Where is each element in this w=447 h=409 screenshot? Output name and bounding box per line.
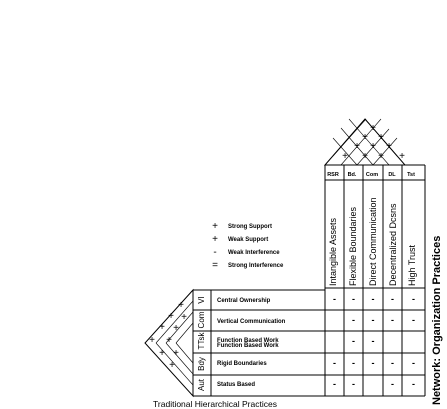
wall-mark: + (168, 311, 174, 322)
col-abbr-dl: DL (388, 172, 396, 178)
relationship-mark: - (352, 294, 355, 304)
relationship-mark: - (333, 379, 336, 389)
relationship-mark: - (352, 336, 355, 346)
relationship-mark: - (391, 358, 394, 368)
row-abbr-bdy: Bdy (197, 357, 206, 371)
network-title: Network: Organization Practices (431, 235, 443, 405)
relationship-mark: - (333, 294, 336, 304)
relationship-mark: - (371, 294, 375, 304)
roof-mark: + (354, 141, 360, 152)
legend-label-weak-support: Weak Support (228, 237, 269, 243)
row-label-vertical-communication: Vertical Communication (217, 319, 286, 325)
roof-mark: + (342, 151, 348, 162)
col-abbr-rsr: RSR (327, 172, 339, 178)
legend (212, 221, 284, 271)
relationship-mark: - (352, 379, 355, 389)
row-label-central-ownership: Central Ownership (217, 298, 271, 304)
col-label-intangible-assets: Intangible Assets (328, 217, 338, 286)
legend-symbol-weak-interference: - (213, 247, 217, 258)
wall-mark: + (181, 312, 187, 323)
relationship-mark: - (371, 358, 375, 368)
row-label-function-based-work: Function Based Work (217, 338, 279, 344)
wall-mark: + (149, 335, 155, 346)
row-label-rigid-boundaries: Rigid Boundaries (217, 361, 267, 367)
roof-mark: + (362, 132, 368, 143)
relationship-mark: - (412, 294, 415, 304)
traditional-title: Traditional Hierarchical Practices (153, 399, 277, 409)
row-abbr-vi: VI (197, 296, 206, 304)
relationship-mark: - (391, 315, 394, 325)
col-label-flexible-boundaries: Flexible Boundaries (348, 206, 358, 286)
traditional-wall (145, 290, 193, 396)
row-abbr-ttsk: TTsk (197, 332, 206, 350)
wall-mark: + (169, 360, 175, 371)
legend-symbol-weak-support: + (212, 234, 218, 245)
network-roof (325, 119, 405, 165)
legend-label-strong-support: Strong Support (228, 224, 272, 230)
roof-mark: + (386, 141, 392, 152)
relationship-mark: - (412, 379, 415, 389)
relationship-mark: - (412, 358, 415, 368)
legend-label-weak-interference: Weak Interference (228, 250, 280, 256)
relationship-mark: - (333, 358, 336, 368)
row-abbr-aut: Aut (197, 378, 206, 392)
column-labels (328, 197, 417, 286)
roof-mark: + (370, 123, 376, 134)
relationship-mark: - (412, 315, 415, 325)
relationship-mark: - (352, 315, 355, 325)
roof-mark: + (378, 151, 384, 162)
roof-mark: + (362, 151, 368, 162)
col-label-decentralized-dcsns: Decentralized Dcsns (388, 203, 398, 286)
row-label-function-based-work-ghost: Function Based Work (217, 343, 279, 349)
relationship-mark: - (391, 379, 394, 389)
col-abbr-tst: Tst (407, 172, 415, 178)
wall-mark: + (159, 322, 165, 333)
roof-mark: + (370, 141, 376, 152)
wall-mark: + (173, 323, 179, 334)
relationship-mark: - (352, 358, 355, 368)
col-label-high-trust: High Trust (407, 244, 417, 286)
row-label-status-based: Status Based (217, 382, 256, 388)
col-abbr-bd: Bd. (347, 172, 357, 178)
wall-mark: + (173, 348, 179, 359)
row-abbr-com: Com (197, 311, 206, 329)
legend-symbol-strong-interference: = (212, 260, 218, 271)
wall-mark: + (166, 335, 172, 346)
relationship-mark: - (391, 294, 394, 304)
col-abbr-com: Com (365, 172, 379, 178)
legend-label-strong-interference: Strong Interference (228, 263, 284, 269)
col-label-direct-communication: Direct Communication (368, 197, 378, 286)
relationship-mark: - (371, 315, 375, 325)
wall-mark: + (159, 348, 165, 359)
roof-mark: + (378, 132, 384, 143)
wall-mark: + (178, 300, 184, 311)
roof-mark: + (399, 151, 405, 162)
relationship-mark: - (371, 336, 375, 346)
legend-symbol-strong-support: + (212, 221, 218, 232)
